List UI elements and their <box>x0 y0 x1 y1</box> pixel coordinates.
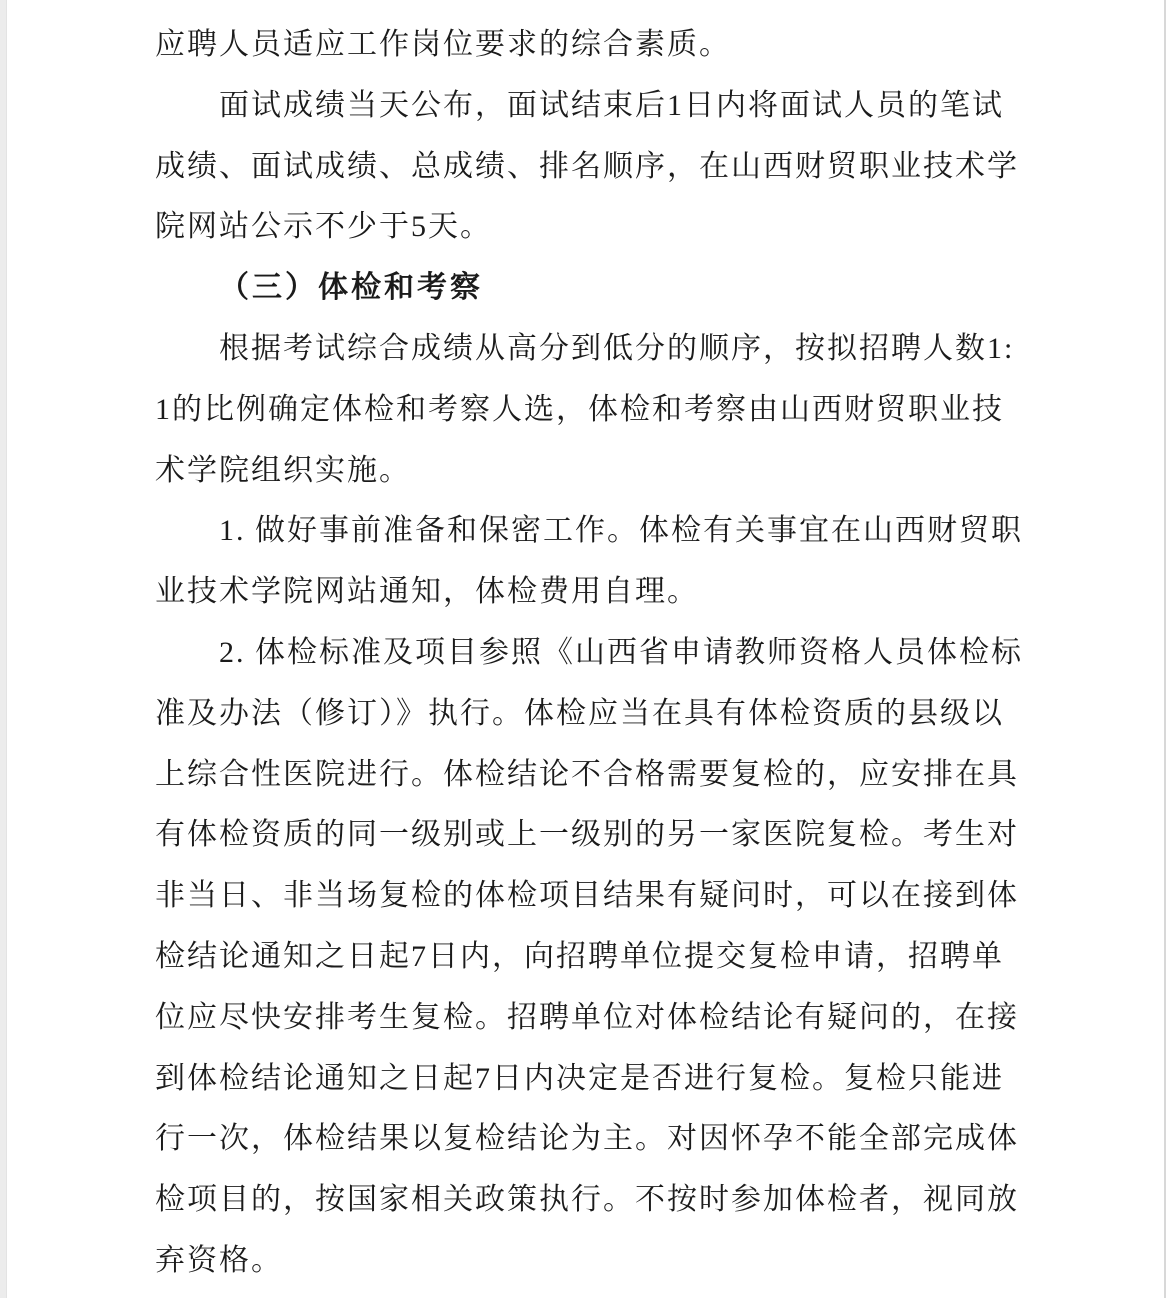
doc-line: 术学院组织实施。 <box>155 453 411 487</box>
page-left-edge <box>0 0 7 1298</box>
doc-line: 到体检结论通知之日起7日内决定是否进行复检。复检只能进 <box>155 1061 1004 1095</box>
doc-line: 检项目的，按国家相关政策执行。不按时参加体检者，视同放 <box>155 1183 1019 1217</box>
doc-line: 应聘人员适应工作岗位要求的综合素质。 <box>155 28 731 61</box>
doc-line: 2. 体检标准及项目参照《山西省申请教师资格人员体检标 <box>219 635 1023 669</box>
doc-line: 检结论通知之日起7日内，向招聘单位提交复检申请，招聘单 <box>155 939 1004 973</box>
doc-line: 根据考试综合成绩从高分到低分的顺序，按拟招聘人数1: <box>219 331 1015 365</box>
doc-line: 位应尽快安排考生复检。招聘单位对体检结论有疑问的，在接 <box>155 1000 1019 1034</box>
doc-line: 面试成绩当天公布，面试结束后1日内将面试人员的笔试 <box>219 88 1004 122</box>
doc-line: 成绩、面试成绩、总成绩、排名顺序，在山西财贸职业技术学 <box>155 149 1019 183</box>
doc-line: 1的比例确定体检和考察人选，体检和考察由山西财贸职业技 <box>155 392 1004 426</box>
doc-line: 有体检资质的同一级别或上一级别的另一家医院复检。考生对 <box>155 818 1019 852</box>
doc-line: 行一次，体检结果以复检结论为主。对因怀孕不能全部完成体 <box>155 1122 1019 1156</box>
page-right-edge <box>1164 0 1166 1298</box>
doc-line: 业技术学院网站通知，体检费用自理。 <box>155 575 699 609</box>
document-content <box>155 15 1060 1292</box>
doc-line: 非当日、非当场复检的体检项目结果有疑问时，可以在接到体 <box>155 879 1019 913</box>
doc-line: 1. 做好事前准备和保密工作。体检有关事宜在山西财贸职 <box>219 514 1023 548</box>
doc-line: 上综合性医院进行。体检结论不合格需要复检的，应安排在具 <box>155 757 1019 791</box>
doc-line: 院网站公示不少于5天。 <box>155 210 492 244</box>
doc-line: 弃资格。 <box>155 1243 283 1277</box>
section-heading: （三）体检和考察 <box>219 271 483 305</box>
doc-line: 准及办法（修订）》执行。体检应当在具有体检资质的县级以 <box>155 696 1004 730</box>
